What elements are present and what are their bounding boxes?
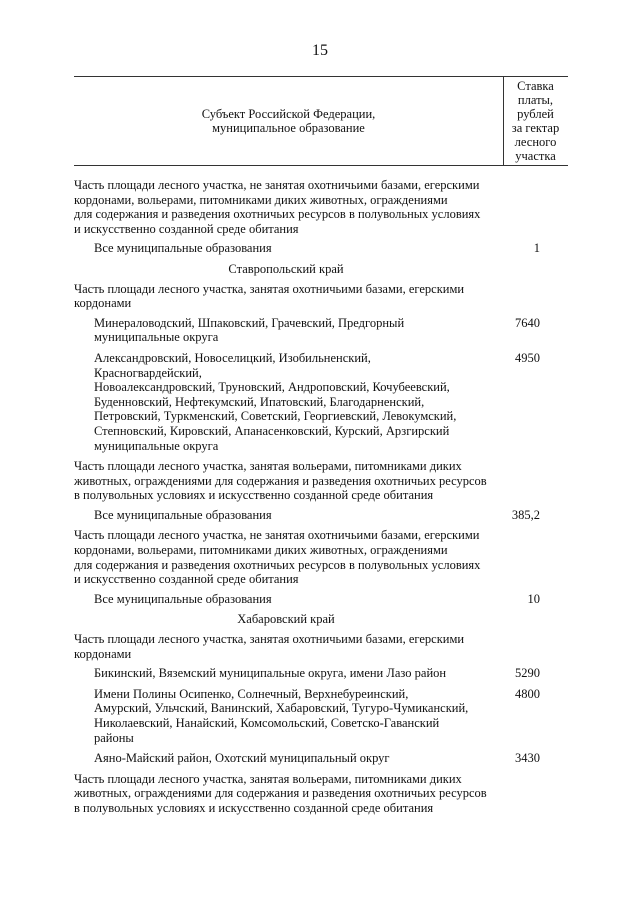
rate-value: 4950 [515, 350, 540, 365]
row-text-line: муниципальные округа [94, 438, 219, 453]
municipality-row [74, 316, 568, 345]
header-subject-column [74, 76, 503, 165]
section-description [74, 282, 568, 311]
section-description [74, 632, 568, 661]
municipality-row [74, 687, 568, 745]
rate-value: 10 [527, 591, 540, 606]
header-rate-line-6: участка [515, 149, 556, 163]
row-text-line: Ставропольский край [228, 261, 344, 276]
row-text-line: кордонами [74, 296, 132, 311]
municipality-row [74, 351, 568, 453]
rate-value: 1 [533, 241, 540, 256]
header-bottom-rule [74, 165, 568, 166]
header-rate-column [503, 79, 568, 163]
section-description [74, 178, 568, 236]
row-text-line: Все муниципальные образования [94, 507, 272, 522]
table-body [74, 178, 568, 821]
section-description [74, 459, 568, 503]
row-text-line: Часть площади лесного участка, не занятая охотничьими базами, егерскими [74, 528, 480, 543]
row-text-line: для содержания и разведения охотничьих ресурсов в полувольных условиях [74, 557, 481, 572]
municipality-name [74, 316, 474, 345]
municipality-row [74, 592, 568, 607]
row-text-line: Часть площади лесного участка, не занятая охотничьими базами, егерскими [74, 178, 480, 192]
page-number: 15 [312, 42, 328, 59]
row-text-line: и искусственно созданной среде обитания [74, 572, 299, 587]
municipality-row [74, 751, 568, 766]
row-text-line: Часть площади лесного участка, занятая вольерами, питомниками диких [74, 459, 462, 474]
row-text-line: кордонами, вольерами, питомниками диких животных, ограждениями [74, 543, 448, 558]
row-text-line: муниципальные округа [94, 330, 219, 345]
row-text-line: Амурский, Ульчский, Ванинский, Хабаровский, Тугуро-Чумиканский, [94, 701, 469, 716]
municipality-name [74, 751, 474, 766]
rate-value: 3430 [515, 751, 540, 766]
row-text-line: Имени Полины Осипенко, Солнечный, Верхнебуреинский, [94, 686, 409, 701]
header-rate-line-3: рублей [517, 107, 554, 121]
row-text-line: Аяно-Майский район, Охотский муниципальный округ [94, 751, 390, 766]
municipality-name [74, 508, 474, 523]
rate-value: 7640 [515, 315, 540, 330]
municipality-row [74, 508, 568, 523]
region-heading [74, 612, 568, 627]
row-text-line: кордонами [74, 646, 132, 661]
row-text-line: Все муниципальные образования [94, 591, 272, 606]
header-rate-line-4: за гектар [511, 121, 560, 135]
row-text-line: и искусственно созданной среде обитания [74, 221, 299, 236]
row-text-line: Часть площади лесного участка, занятая охотничьими базами, егерскими [74, 281, 465, 296]
row-text-line: Николаевский, Нанайский, Комсомольский, Советско-Гаванский [94, 716, 440, 730]
row-text-line: животных, ограждениями для содержания и разведения охотничьих ресурсов [74, 473, 487, 488]
header-subject-line-1: Субъект Российской Федерации, [201, 106, 376, 121]
rate-value: 5290 [515, 666, 540, 681]
municipality-name [74, 592, 474, 607]
row-text-line: Часть площади лесного участка, занятая охотничьими базами, егерскими [74, 632, 465, 647]
row-text-line: Александровский, Новоселицкий, Изобильненский, Красногвардейский, [94, 350, 371, 380]
row-text-line: Часть площади лесного участка, занятая вольерами, питомниками диких [74, 771, 462, 786]
municipality-name [74, 241, 474, 256]
municipality-name [74, 351, 474, 453]
row-text-line: в полувольных условиях и искусственно созданной среде обитания [74, 800, 434, 815]
header-rate-line-5: лесного [514, 135, 557, 149]
municipality-name [74, 687, 474, 745]
row-text-line: в полувольных условиях и искусственно созданной среде обитания [74, 488, 434, 503]
rate-value: 4800 [515, 686, 540, 701]
header-rate-line-1: Ставка [517, 79, 554, 93]
row-text-line: Буденновский, Нефтекумский, Ипатовский, Благодарненский, [94, 394, 425, 409]
row-text-line: Минераловодский, Шпаковский, Грачевский, Предгорный [94, 315, 405, 330]
row-text-line: кордонами, вольерами, питомниками диких животных, ограждениями [74, 192, 448, 207]
section-description [74, 528, 568, 586]
header-rate-line-2: платы, [517, 93, 554, 107]
row-text-line: Бикинский, Вяземский муниципальные округа, имени Лазо район [94, 666, 447, 681]
row-text-line: Новоалександровский, Труновский, Андроповский, Кочубеевский, [94, 380, 450, 395]
region-heading [74, 262, 568, 277]
row-text-line: Хабаровский край [237, 612, 335, 627]
rate-value: 385,2 [511, 507, 540, 522]
section-description [74, 772, 568, 816]
header-subject-line-2: муниципальное образование [212, 120, 365, 135]
row-text-line: животных, ограждениями для содержания и разведения охотничьих ресурсов [74, 786, 487, 801]
row-text-line: Петровский, Туркменский, Советский, Георгиевский, Левокумский, [94, 409, 457, 424]
row-text-line: для содержания и разведения охотничьих ресурсов в полувольных условиях [74, 207, 481, 222]
row-text-line: Степновский, Кировский, Апанасенковский, Курский, Арзгирский [94, 423, 450, 438]
municipality-row [74, 241, 568, 256]
municipality-row [74, 666, 568, 681]
row-text-line: Все муниципальные образования [94, 241, 272, 256]
municipality-name [74, 666, 474, 681]
row-text-line: районы [94, 730, 134, 745]
